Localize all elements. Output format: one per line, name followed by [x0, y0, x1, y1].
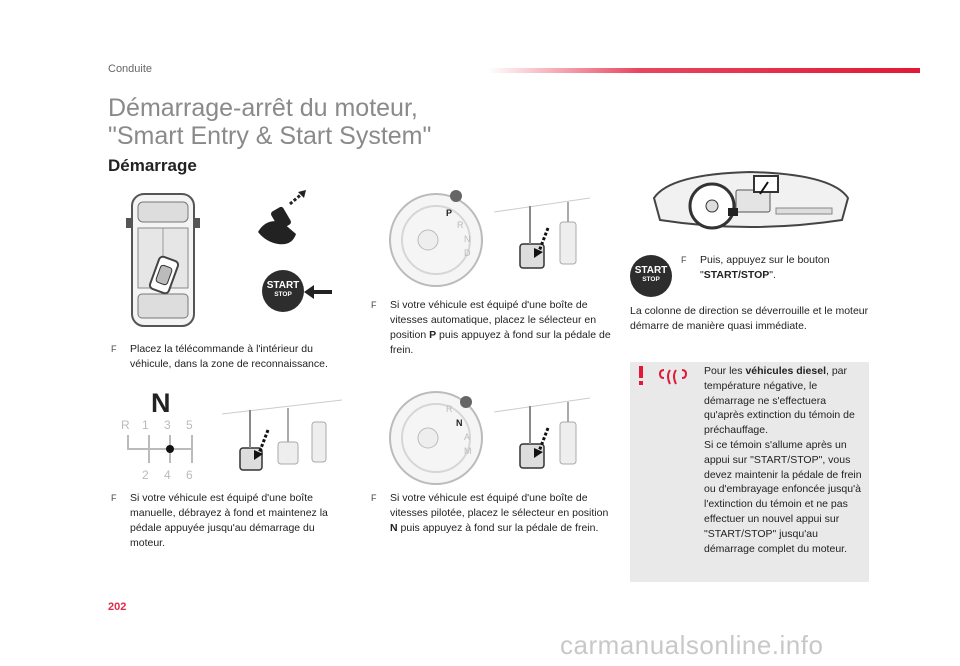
text-part-c: puis appuyez à fond sur la pédale de frein. — [390, 329, 611, 356]
section-label: Conduite — [108, 63, 153, 75]
page-title-line2: "Smart Entry & Start System" — [108, 122, 432, 150]
bullet-arrow-icon: F — [371, 493, 377, 503]
gear-selected-n: N — [151, 388, 171, 418]
page-title-line1: Démarrage-arrêt du moteur, — [108, 94, 418, 122]
gear-3: 3 — [164, 418, 171, 432]
brake-pedal-illustration — [494, 196, 590, 276]
selector-label-r: R — [446, 404, 453, 414]
instruction-placer-telecommande — [111, 342, 351, 372]
selector-label-p: P — [446, 208, 453, 218]
exclamation-icon — [639, 366, 643, 385]
stop-label: STOP — [642, 276, 660, 283]
page-title — [108, 94, 431, 150]
instruction-text: Placez la télécommande à l'intérieur du véhicule, dans la zone de reconnaissance. — [130, 343, 328, 370]
selector-label-n: N — [464, 234, 471, 244]
start-stop-button[interactable] — [262, 270, 304, 312]
start-label: START — [634, 265, 668, 276]
selector-label-m: M — [464, 446, 472, 456]
text-part-a: Si votre véhicule est équipé d'une boîte de vitesses automatique, placez le sélecteur en position — [390, 299, 597, 341]
start-label: START — [266, 280, 300, 291]
dashboard-illustration — [650, 168, 852, 240]
warning-rest1: , par température négative, le démarrage ne s'effectuera qu'après extinction du témoin de préchauffage. — [704, 365, 855, 437]
warning-bold: véhicules diesel — [745, 365, 826, 377]
selector-label-a: A — [464, 432, 471, 442]
selector-label-n: N — [456, 418, 463, 428]
pilot-gear-selector-illustration — [386, 386, 488, 488]
manual-gear-pattern-illustration — [118, 386, 200, 486]
gear-r: R — [121, 418, 130, 432]
automatic-gear-selector-illustration — [386, 188, 488, 290]
instruction-text — [371, 491, 611, 536]
bullet-arrow-icon: F — [111, 493, 117, 503]
watermark: carmanualsonline.info — [560, 630, 824, 660]
preheating-glow-plug-icon — [660, 370, 686, 384]
warning-rest2: Si ce témoin s'allume après un appui sur "START/STOP", vous devez maintenir la pédale de frein ou d'embrayage enfoncée jusqu'à l'extinction du témoin et ne pas effectuer un nouvel appui sur "START/STOP" jusqu'au démarrage complet du moteur. — [704, 438, 862, 555]
position-n: N — [390, 522, 398, 534]
text-part-c: ". — [769, 269, 776, 281]
gear-4: 4 — [164, 468, 171, 482]
header-accent-line — [488, 68, 920, 73]
hand-key-fob-icon — [252, 188, 312, 250]
gear-6: 6 — [186, 468, 193, 482]
instruction-text — [371, 298, 611, 358]
warning-text — [704, 364, 864, 556]
text-part-c: puis appuyez à fond sur la pédale de frein. — [397, 522, 599, 534]
van-top-view-illustration — [124, 188, 202, 330]
selector-label-d: D — [464, 248, 471, 258]
text-part-a: Si votre véhicule est équipé d'une boîte de vitesses pilotée, placez le sélecteur en position — [390, 492, 609, 519]
text-part-a: Puis, appuyez sur le bouton " — [700, 254, 830, 281]
instruction-boite-automatique — [371, 298, 611, 358]
arrow-left-icon — [302, 282, 334, 302]
button-name: START/STOP — [703, 269, 770, 281]
warning-icons — [636, 366, 694, 388]
gear-2: 2 — [142, 468, 149, 482]
warning-lead: Pour les — [704, 365, 746, 377]
clutch-pedals-illustration — [222, 398, 342, 478]
section-subtitle: Démarrage — [108, 156, 197, 175]
gear-5: 5 — [186, 418, 193, 432]
instruction-text — [681, 253, 861, 283]
gear-1: 1 — [142, 418, 149, 432]
bullet-arrow-icon: F — [371, 300, 377, 310]
selector-label-r: R — [457, 220, 464, 230]
instruction-boite-manuelle — [111, 491, 351, 551]
start-stop-button-small[interactable] — [630, 255, 672, 297]
instruction-text: Si votre véhicule est équipé d'une boîte manuelle, débrayez à fond et maintenez la pédale appuyée jusqu'au démarrage du moteur. — [130, 492, 328, 549]
bullet-arrow-icon: F — [111, 344, 117, 354]
page-number: 202 — [108, 601, 127, 613]
stop-label: STOP — [274, 291, 292, 298]
steering-column-note: La colonne de direction se déverrouille et le moteur démarre de manière quasi immédiate. — [630, 305, 869, 332]
brake-pedal-illustration-2 — [494, 396, 590, 476]
position-p: P — [429, 329, 437, 341]
instruction-boite-pilotee — [371, 491, 611, 536]
instruction-appuyer-bouton — [681, 253, 861, 283]
bullet-arrow-icon: F — [681, 255, 687, 265]
